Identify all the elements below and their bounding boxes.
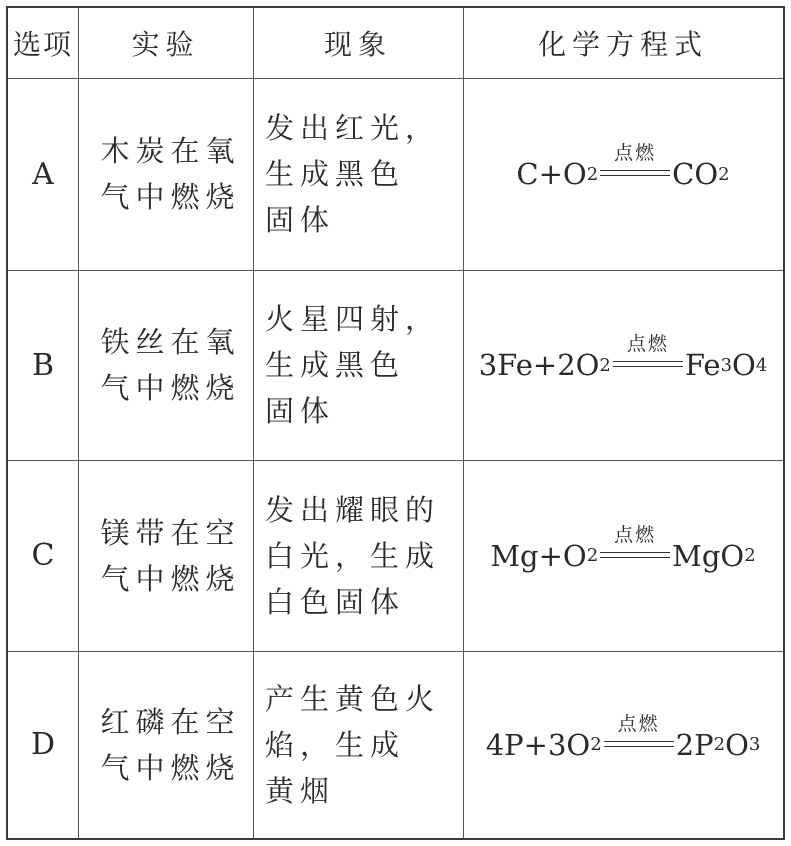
option-label: A <box>32 156 54 192</box>
plus-sign: + <box>532 348 558 382</box>
subscript: 4 <box>755 354 768 376</box>
option-label: C <box>31 538 55 573</box>
phenomenon-text: 发出红光， 生成黑色 固体 <box>265 111 441 237</box>
reaction-condition: 点燃 <box>626 333 669 355</box>
experiment-text: 红磷在空 气中燃烧 <box>100 704 241 785</box>
reaction-arrow <box>600 142 670 184</box>
subscript: 2 <box>586 545 599 566</box>
reactant: C <box>516 157 539 191</box>
equation <box>463 270 783 460</box>
reaction-arrow <box>600 523 670 566</box>
header-phenomenon: 现象 <box>323 28 392 61</box>
equation <box>463 78 783 270</box>
plus-sign: + <box>538 538 563 573</box>
reactant: 3O <box>547 727 591 762</box>
experiment-text: 木炭在氧 气中燃烧 <box>100 134 241 214</box>
reactant: O <box>562 157 587 191</box>
product: MgO <box>672 538 745 573</box>
product: CO <box>672 157 719 191</box>
header-option: 选项 <box>12 28 73 61</box>
header-experiment: 实验 <box>131 28 200 61</box>
phenomenon-text: 火星四射， 生成黑色 固体 <box>265 302 441 428</box>
reactant: 2O <box>557 348 600 382</box>
data-table <box>6 6 785 840</box>
product: 2P <box>675 727 714 762</box>
reaction-arrow <box>604 712 674 755</box>
option-label: D <box>30 727 56 762</box>
subscript: 3 <box>720 354 733 376</box>
experiment-text: 铁丝在氧 气中燃烧 <box>100 325 241 405</box>
plus-sign: + <box>538 157 563 191</box>
reaction-condition: 点燃 <box>614 523 657 546</box>
phenomenon-text: 发出耀眼的 白光，生成 白色固体 <box>265 492 441 619</box>
reactant: 4P <box>485 727 524 762</box>
reactant: Mg <box>490 538 539 573</box>
subscript: 2 <box>590 734 602 755</box>
product: O <box>725 727 749 762</box>
equation <box>463 460 783 651</box>
subscript: 3 <box>748 734 761 755</box>
header-equation: 化学方程式 <box>537 28 708 61</box>
equation <box>463 651 783 838</box>
reaction-condition: 点燃 <box>617 712 660 735</box>
subscript: 2 <box>713 734 726 755</box>
product: O <box>732 348 756 382</box>
subscript: 2 <box>599 354 611 376</box>
plus-sign: + <box>523 727 548 762</box>
option-label: B <box>31 347 55 383</box>
phenomenon-text: 产生黄色火 焰，生成 黄烟 <box>265 681 441 808</box>
subscript: 2 <box>744 545 756 566</box>
experiment-text: 镁带在空 气中燃烧 <box>100 515 241 596</box>
product: Fe <box>684 348 721 382</box>
reaction-arrow <box>613 333 683 375</box>
subscript: 2 <box>718 163 730 185</box>
subscript: 2 <box>586 163 599 185</box>
reactant: O <box>562 538 587 573</box>
reaction-condition: 点燃 <box>614 142 657 164</box>
reactant: 3Fe <box>478 348 533 382</box>
